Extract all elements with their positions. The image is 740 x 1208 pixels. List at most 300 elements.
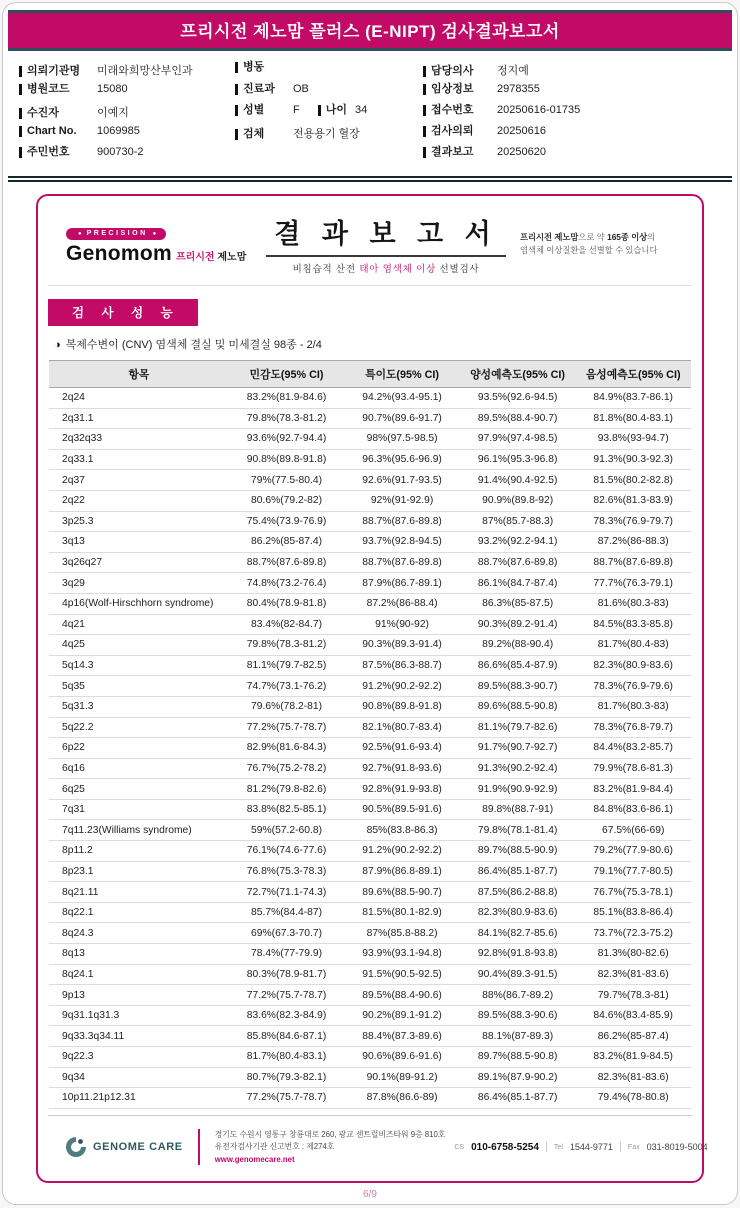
table-row (49, 758, 691, 779)
row-value: 91.3%(90.3-92.3) (575, 449, 691, 470)
contact-value: 010-6758-5254 (471, 1141, 539, 1153)
row-value: 85%(83.8-86.3) (344, 820, 460, 841)
info-value: 미래와희망산부인과 (97, 65, 193, 77)
contact-value: 031-8019-5004 (646, 1142, 708, 1153)
row-item-name: 9q31.1q31.3 (49, 1005, 229, 1026)
row-item-name: 2q37 (49, 470, 229, 491)
table-row (49, 593, 691, 614)
footer (48, 1115, 708, 1181)
row-value: 85.8%(84.6-87.1) (229, 1026, 345, 1047)
row-value: 91.3%(90.2-92.4) (460, 758, 576, 779)
table-row (49, 635, 691, 656)
row-value: 81.7%(80.4-83) (575, 635, 691, 656)
info-value: 정지예 (497, 65, 529, 77)
row-value: 92.8%(91.9-93.8) (344, 779, 460, 800)
row-value: 76.7%(75.2-78.2) (229, 758, 345, 779)
row-value: 89.8%(88.7-91) (460, 799, 576, 820)
row-value: 88%(86.7-89.2) (460, 985, 576, 1006)
row-value: 77.2%(75.7-78.7) (229, 1088, 345, 1109)
table-body (49, 388, 691, 1109)
row-item-name: 4q25 (49, 635, 229, 656)
report-page (2, 2, 738, 1205)
info-row (423, 62, 713, 83)
report-title-block (252, 212, 520, 275)
brand-name-line (66, 242, 252, 266)
report-header (38, 206, 702, 285)
row-value: 78.3%(76.9-79.6) (575, 676, 691, 697)
row-value: 96.3%(95.6-96.9) (344, 449, 460, 470)
address-line: 경기도 수원시 영통구 창룡대로 260, 광교 센트럴비즈타워 9층 810호 (214, 1129, 446, 1139)
row-value: 86.2%(85-87.4) (229, 532, 345, 553)
row-value: 87.9%(86.7-89.1) (344, 573, 460, 594)
row-value: 87.2%(86-88.4) (344, 593, 460, 614)
row-value: 89.5%(88.4-90.6) (344, 985, 460, 1006)
row-value: 79.4%(78-80.8) (575, 1088, 691, 1109)
row-value: 88.7%(87.6-89.8) (344, 552, 460, 573)
info-value: 20250616 (497, 125, 546, 137)
row-value: 75.4%(73.9-76.9) (229, 511, 345, 532)
table-row (49, 1005, 691, 1026)
row-value: 81.7%(80.4-83.1) (229, 1047, 345, 1068)
row-value: 73.7%(72.3-75.2) (575, 923, 691, 944)
table-row (49, 470, 691, 491)
section-subtitle-text: 복제수변이 (CNV) 염색체 결실 및 미세결실 98종 - 2/4 (65, 339, 322, 351)
brand-name-kr-1: 프리시전 (175, 251, 215, 263)
row-value: 87.5%(86.2-88.8) (460, 882, 576, 903)
row-item-name: 7q31 (49, 799, 229, 820)
row-item-name: 7q11.23(Williams syndrome) (49, 820, 229, 841)
row-value: 98%(97.5-98.5) (344, 429, 460, 450)
genome-care-logo (54, 1135, 183, 1159)
row-value: 59%(57.2-60.8) (229, 820, 345, 841)
info-row (423, 125, 713, 146)
row-value: 89.2%(88-90.4) (460, 635, 576, 656)
section-divider (8, 176, 732, 182)
table-row (49, 655, 691, 676)
row-value: 91%(90-92) (344, 614, 460, 635)
row-value: 86.3%(85-87.5) (460, 593, 576, 614)
row-value: 79.1%(77.7-80.5) (575, 861, 691, 882)
table-row (49, 738, 691, 759)
contact-label: CS (454, 1143, 465, 1151)
row-value: 79.8%(78.3-81.2) (229, 408, 345, 429)
row-value: 86.4%(85.1-87.7) (460, 861, 576, 882)
row-value: 84.8%(83.6-86.1) (575, 799, 691, 820)
row-value: 90.9%(89.8-92) (460, 490, 576, 511)
row-value: 86.1%(84.7-87.4) (460, 573, 576, 594)
info-label: 성별 (235, 105, 285, 116)
table-row (49, 902, 691, 923)
row-value: 84.9%(83.7-86.1) (575, 388, 691, 409)
row-item-name: 9q34 (49, 1067, 229, 1088)
row-value: 92%(91-92.9) (344, 490, 460, 511)
row-value: 89.6%(88.5-90.7) (344, 882, 460, 903)
row-value: 89.7%(88.5-90.8) (460, 1047, 576, 1068)
table-row (49, 799, 691, 820)
info-value: 1069985 (97, 125, 140, 137)
column-header: 항목 (49, 361, 229, 388)
info-label: 나이 (318, 105, 347, 116)
row-value: 83.4%(82-84.7) (229, 614, 345, 635)
row-value: 78.3%(76.9-79.7) (575, 511, 691, 532)
info-row (19, 83, 235, 104)
row-value: 88.7%(87.6-89.8) (575, 552, 691, 573)
info-value: 2978355 (497, 83, 540, 95)
subtitle-part: 선별검사 (436, 264, 480, 275)
brand-name-en: Genomom (66, 241, 172, 265)
row-value: 76.7%(75.3-78.1) (575, 882, 691, 903)
row-value: 90.4%(89.3-91.5) (460, 964, 576, 985)
info-label: 의뢰기관명 (19, 66, 89, 77)
badge-ornament-icon: ● (78, 230, 82, 237)
row-value: 81.3%(80-82.6) (575, 944, 691, 965)
note-text: 염색체 이상질환을 선별할 수 있습니다 (520, 244, 658, 255)
genome-care-logo-icon (64, 1135, 88, 1159)
row-item-name: 4q21 (49, 614, 229, 635)
info-row (235, 83, 423, 104)
row-value: 83.8%(82.5-85.1) (229, 799, 345, 820)
row-item-name: 3q26q27 (49, 552, 229, 573)
table-row (49, 429, 691, 450)
row-value: 78.3%(76.8-79.7) (575, 717, 691, 738)
info-row (19, 62, 235, 83)
row-value: 91.2%(90.2-92.2) (344, 676, 460, 697)
info-row (235, 104, 423, 125)
row-value: 82.3%(81-83.6) (575, 964, 691, 985)
brand-name-kr-2: 제노맘 (217, 251, 247, 263)
row-value: 91.2%(90.2-92.2) (344, 841, 460, 862)
side-note (520, 231, 688, 257)
row-item-name: 4p16(Wolf-Hirschhorn syndrome) (49, 593, 229, 614)
row-value: 93.8%(93-94.7) (575, 429, 691, 450)
row-value: 88.7%(87.6-89.8) (460, 552, 576, 573)
row-value: 92.5%(91.6-93.4) (344, 738, 460, 759)
info-label: 진료과 (235, 84, 285, 95)
row-value: 79.7%(78.3-81) (575, 985, 691, 1006)
row-value: 81.1%(79.7-82.6) (460, 717, 576, 738)
table-row (49, 1026, 691, 1047)
row-value: 90.8%(89.8-91.8) (229, 449, 345, 470)
patient-info (3, 51, 737, 173)
row-value: 87.5%(86.3-88.7) (344, 655, 460, 676)
row-value: 87%(85.7-88.3) (460, 511, 576, 532)
contact-label: Fax (627, 1143, 640, 1151)
genomom-logo (52, 222, 252, 266)
row-value: 83.2%(81.9-84.6) (229, 388, 345, 409)
row-value: 90.5%(89.5-91.6) (344, 799, 460, 820)
row-value: 83.6%(82.3-84.9) (229, 1005, 345, 1026)
row-value: 85.7%(84.4-87) (229, 902, 345, 923)
table-row (49, 676, 691, 697)
info-value: 34 (355, 104, 368, 116)
column-header: 음성예측도(95% CI) (575, 361, 691, 388)
info-row (235, 62, 423, 83)
row-value: 86.4%(85.1-87.7) (460, 1088, 576, 1109)
row-value: 83.2%(81.9-84.4) (575, 779, 691, 800)
row-value: 87.2%(86-88.3) (575, 532, 691, 553)
table-row (49, 944, 691, 965)
row-value: 80.6%(79.2-82) (229, 490, 345, 511)
row-item-name: 2q24 (49, 388, 229, 409)
row-value: 91.4%(90.4-92.5) (460, 470, 576, 491)
table-row (49, 614, 691, 635)
info-row (235, 125, 423, 146)
row-value: 90.7%(89.6-91.7) (344, 408, 460, 429)
row-value: 89.6%(88.5-90.8) (460, 696, 576, 717)
row-value: 90.1%(89-91.2) (344, 1067, 460, 1088)
row-value: 86.6%(85.4-87.9) (460, 655, 576, 676)
info-row (423, 146, 713, 167)
row-value: 88.7%(87.6-89.8) (229, 552, 345, 573)
row-value: 79.8%(78.1-81.4) (460, 820, 576, 841)
row-value: 93.6%(92.7-94.4) (229, 429, 345, 450)
row-value: 90.6%(89.6-91.6) (344, 1047, 460, 1068)
row-value: 82.3%(80.9-83.6) (575, 655, 691, 676)
section-badge: 검 사 성 능 (48, 299, 198, 326)
row-value: 89.7%(88.5-90.9) (460, 841, 576, 862)
table-row (49, 449, 691, 470)
report-title: 결 과 보 고 서 (266, 212, 505, 257)
row-value: 88.7%(87.6-89.8) (344, 511, 460, 532)
row-value: 81.6%(80.3-83) (575, 593, 691, 614)
row-value: 81.7%(80.3-83) (575, 696, 691, 717)
row-item-name: 5q14.3 (49, 655, 229, 676)
row-item-name: 8q24.1 (49, 964, 229, 985)
row-value: 82.1%(80.7-83.4) (344, 717, 460, 738)
table-row (49, 388, 691, 409)
row-value: 89.5%(88.3-90.6) (460, 1005, 576, 1026)
info-label: Chart No. (19, 126, 89, 137)
row-value: 93.7%(92.8-94.5) (344, 532, 460, 553)
row-value: 91.5%(90.5-92.5) (344, 964, 460, 985)
row-item-name: 3q13 (49, 532, 229, 553)
footer-divider (198, 1129, 200, 1165)
info-value: 20250620 (497, 146, 546, 158)
info-row (19, 146, 235, 167)
info-label: 결과보고 (423, 147, 489, 158)
row-value: 87.8%(86.6-89) (344, 1088, 460, 1109)
note-text: 으로 약 (578, 231, 608, 242)
row-item-name: 9p13 (49, 985, 229, 1006)
row-value: 93.9%(93.1-94.8) (344, 944, 460, 965)
row-value: 92.8%(91.8-93.8) (460, 944, 576, 965)
info-label: 검체 (235, 129, 285, 140)
badge-ornament-icon: ● (152, 230, 157, 237)
table-row (49, 408, 691, 429)
row-value: 80.3%(78.9-81.7) (229, 964, 345, 985)
table-row (49, 511, 691, 532)
row-item-name: 9q22.3 (49, 1047, 229, 1068)
table-row (49, 779, 691, 800)
row-value: 76.8%(75.3-78.3) (229, 861, 345, 882)
page-title: 프리시전 제노맘 플러스 (E-NIPT) 검사결과보고서 (8, 10, 732, 51)
info-label: 병동 (235, 62, 285, 73)
row-value: 87.9%(86.8-89.1) (344, 861, 460, 882)
row-item-name: 3p25.3 (49, 511, 229, 532)
footer-contacts (454, 1142, 715, 1153)
row-item-name: 8p11.2 (49, 841, 229, 862)
table-row (49, 841, 691, 862)
row-value: 89.1%(87.9-90.2) (460, 1067, 576, 1088)
row-value: 67.5%(66-69) (575, 820, 691, 841)
table-row (49, 882, 691, 903)
table-row (49, 923, 691, 944)
subtitle-part: 비침습적 산전 (292, 264, 360, 275)
info-label: 접수번호 (423, 105, 489, 116)
info-value: 900730-2 (97, 146, 144, 158)
info-label: 검사의뢰 (423, 126, 489, 137)
row-value: 77.7%(76.3-79.1) (575, 573, 691, 594)
section-subtitle (54, 336, 702, 352)
table-row (49, 552, 691, 573)
row-item-name: 8q13 (49, 944, 229, 965)
table-row (49, 532, 691, 553)
row-value: 82.3%(81-83.6) (575, 1067, 691, 1088)
table-row (49, 964, 691, 985)
note-brand: 프리시전 제노맘 (520, 231, 579, 242)
website-link: www.genomecare.net (214, 1154, 295, 1164)
row-item-name: 6q25 (49, 779, 229, 800)
row-value: 81.8%(80.4-83.1) (575, 408, 691, 429)
table-row (49, 820, 691, 841)
row-value: 72.7%(71.1-74.3) (229, 882, 345, 903)
row-item-name: 2q32q33 (49, 429, 229, 450)
info-row (19, 104, 235, 125)
row-item-name: 6q16 (49, 758, 229, 779)
row-value: 85.1%(83.8-86.4) (575, 902, 691, 923)
row-value: 74.8%(73.2-76.4) (229, 573, 345, 594)
row-value: 79.8%(78.3-81.2) (229, 635, 345, 656)
info-label: 수진자 (19, 108, 89, 119)
row-value: 83.2%(81.9-84.5) (575, 1047, 691, 1068)
row-item-name: 8q22.1 (49, 902, 229, 923)
row-value: 88.4%(87.3-89.6) (344, 1026, 460, 1047)
row-value: 89.5%(88.3-90.7) (460, 676, 576, 697)
row-item-name: 8q21.11 (49, 882, 229, 903)
info-value: 이예지 (97, 107, 129, 119)
report-subtitle (252, 261, 520, 275)
row-item-name: 6p22 (49, 738, 229, 759)
precision-badge (66, 228, 166, 240)
row-value: 96.1%(95.3-96.8) (460, 449, 576, 470)
info-value: F (293, 104, 300, 116)
half-circle-icon: ◑ (54, 339, 61, 351)
row-value: 89.5%(88.4-90.7) (460, 408, 576, 429)
subtitle-highlight: 태아 염색체 이상 (359, 264, 437, 275)
info-label: 주민번호 (19, 147, 89, 158)
contact-separator (546, 1142, 547, 1152)
row-value: 92.7%(91.8-93.6) (344, 758, 460, 779)
row-value: 78.4%(77-79.9) (229, 944, 345, 965)
contact-separator (620, 1142, 621, 1152)
row-value: 92.6%(91.7-93.5) (344, 470, 460, 491)
footer-address-block (215, 1129, 446, 1166)
info-value: 15080 (97, 83, 128, 95)
row-value: 79%(77.5-80.4) (229, 470, 345, 491)
table-row (49, 490, 691, 511)
row-value: 97.9%(97.4-98.5) (460, 429, 576, 450)
header-divider (48, 285, 692, 286)
license-line: 유전자검사기관 신고번호 : 제274호 (214, 1142, 335, 1152)
row-item-name: 9q33.3q34.11 (49, 1026, 229, 1047)
row-value: 69%(67.3-70.7) (229, 923, 345, 944)
contact-value: 1544-9771 (569, 1142, 613, 1153)
info-label: 임상정보 (423, 84, 489, 95)
column-header: 양성예측도(95% CI) (460, 361, 576, 388)
note-text: 의 (647, 231, 656, 242)
row-value: 80.7%(79.3-82.1) (229, 1067, 345, 1088)
row-value: 87%(85.8-88.2) (344, 923, 460, 944)
info-value: 전용용기 혈장 (293, 128, 360, 140)
row-value: 82.6%(81.3-83.9) (575, 490, 691, 511)
table-row (49, 1047, 691, 1068)
row-item-name: 8p23.1 (49, 861, 229, 882)
row-item-name: 10p11.21p12.31 (49, 1088, 229, 1109)
table-row (49, 985, 691, 1006)
report-box (36, 194, 708, 1183)
row-item-name: 8q24.3 (49, 923, 229, 944)
table-header-row (49, 361, 691, 388)
badge-text: PRECISION (86, 230, 148, 237)
info-row (19, 125, 235, 146)
info-row (423, 104, 713, 125)
table-row (49, 573, 691, 594)
column-header: 특이도(95% CI) (344, 361, 460, 388)
row-value: 93.2%(92.2-94.1) (460, 532, 576, 553)
company-name: GENOME CARE (93, 1141, 183, 1154)
row-item-name: 5q31.3 (49, 696, 229, 717)
row-value: 80.4%(78.9-81.8) (229, 593, 345, 614)
row-value: 79.9%(78.6-81.3) (575, 758, 691, 779)
row-item-name: 5q22.2 (49, 717, 229, 738)
row-value: 84.6%(83.4-85.9) (575, 1005, 691, 1026)
row-item-name: 2q22 (49, 490, 229, 511)
row-value: 76.1%(74.6-77.6) (229, 841, 345, 862)
row-value: 79.6%(78.2-81) (229, 696, 345, 717)
row-value: 94.2%(93.4-95.1) (344, 388, 460, 409)
row-value: 84.5%(83.3-85.8) (575, 614, 691, 635)
row-value: 93.5%(92.6-94.5) (460, 388, 576, 409)
contact-label: Tel (553, 1143, 563, 1151)
info-label: 담당의사 (423, 66, 489, 77)
row-value: 81.5%(80.2-82.8) (575, 470, 691, 491)
row-value: 91.9%(90.9-92.9) (460, 779, 576, 800)
page-number: 6/9 (363, 1189, 377, 1201)
row-value: 90.8%(89.8-91.8) (344, 696, 460, 717)
row-value: 84.4%(83.2-85.7) (575, 738, 691, 759)
note-highlight: 165종 이상 (607, 231, 648, 242)
row-value: 74.7%(73.1-76.2) (229, 676, 345, 697)
info-label: 병원코드 (19, 84, 89, 95)
performance-table (49, 360, 691, 1109)
table-row (49, 861, 691, 882)
row-value: 88.1%(87-89.3) (460, 1026, 576, 1047)
row-value: 77.2%(75.7-78.7) (229, 717, 345, 738)
row-value: 81.5%(80.1-82.9) (344, 902, 460, 923)
table-row (49, 717, 691, 738)
row-item-name: 2q31.1 (49, 408, 229, 429)
row-value: 79.2%(77.9-80.6) (575, 841, 691, 862)
info-column (19, 62, 235, 167)
table-row (49, 696, 691, 717)
row-value: 90.3%(89.2-91.4) (460, 614, 576, 635)
row-value: 81.1%(79.7-82.5) (229, 655, 345, 676)
row-value: 86.2%(85-87.4) (575, 1026, 691, 1047)
row-value: 91.7%(90.7-92.7) (460, 738, 576, 759)
row-value: 90.2%(89.1-91.2) (344, 1005, 460, 1026)
row-item-name: 5q35 (49, 676, 229, 697)
info-column (423, 62, 713, 167)
